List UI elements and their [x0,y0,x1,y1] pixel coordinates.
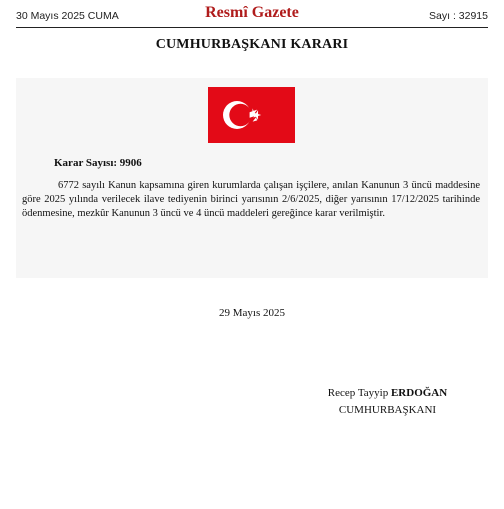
issue-number: Sayı : 32915 [429,10,488,22]
signer-name-first: Recep Tayyip [327,387,391,399]
document-title: CUMHURBAŞKANI KARARI [155,37,349,52]
turkish-flag-icon [208,87,295,143]
signer-name-last: ERDOĞAN [390,387,448,399]
decision-body-text: 6772 sayılı Kanun kapsamına giren kurumlarda çalışan işçilere, anılan Kanunun 3 üncü maddesine göre 2025 yılında verilecek ilave tediyenin birinci yarısının 2/6/2025, diğer yarısının 17/12/2025 tarihinde ödenmesine, mezkûr Kanunun 3 üncü ve 4 üncü maddeleri gereğince karar verilmiştir. [22,180,480,219]
gazette-header [0,0,504,28]
issue-date: 30 Mayıs 2025 CUMA [16,10,119,22]
signature-block [315,387,460,416]
decision-number: Karar Sayısı: 9906 [54,157,142,169]
gazette-title: Resmî Gazete [205,4,299,21]
signer-title: CUMHURBAŞKANI [338,404,437,416]
signer-name [315,387,460,399]
decision-body [22,179,480,221]
signing-date: 29 Mayıs 2025 [219,307,285,319]
header-divider [16,27,488,28]
